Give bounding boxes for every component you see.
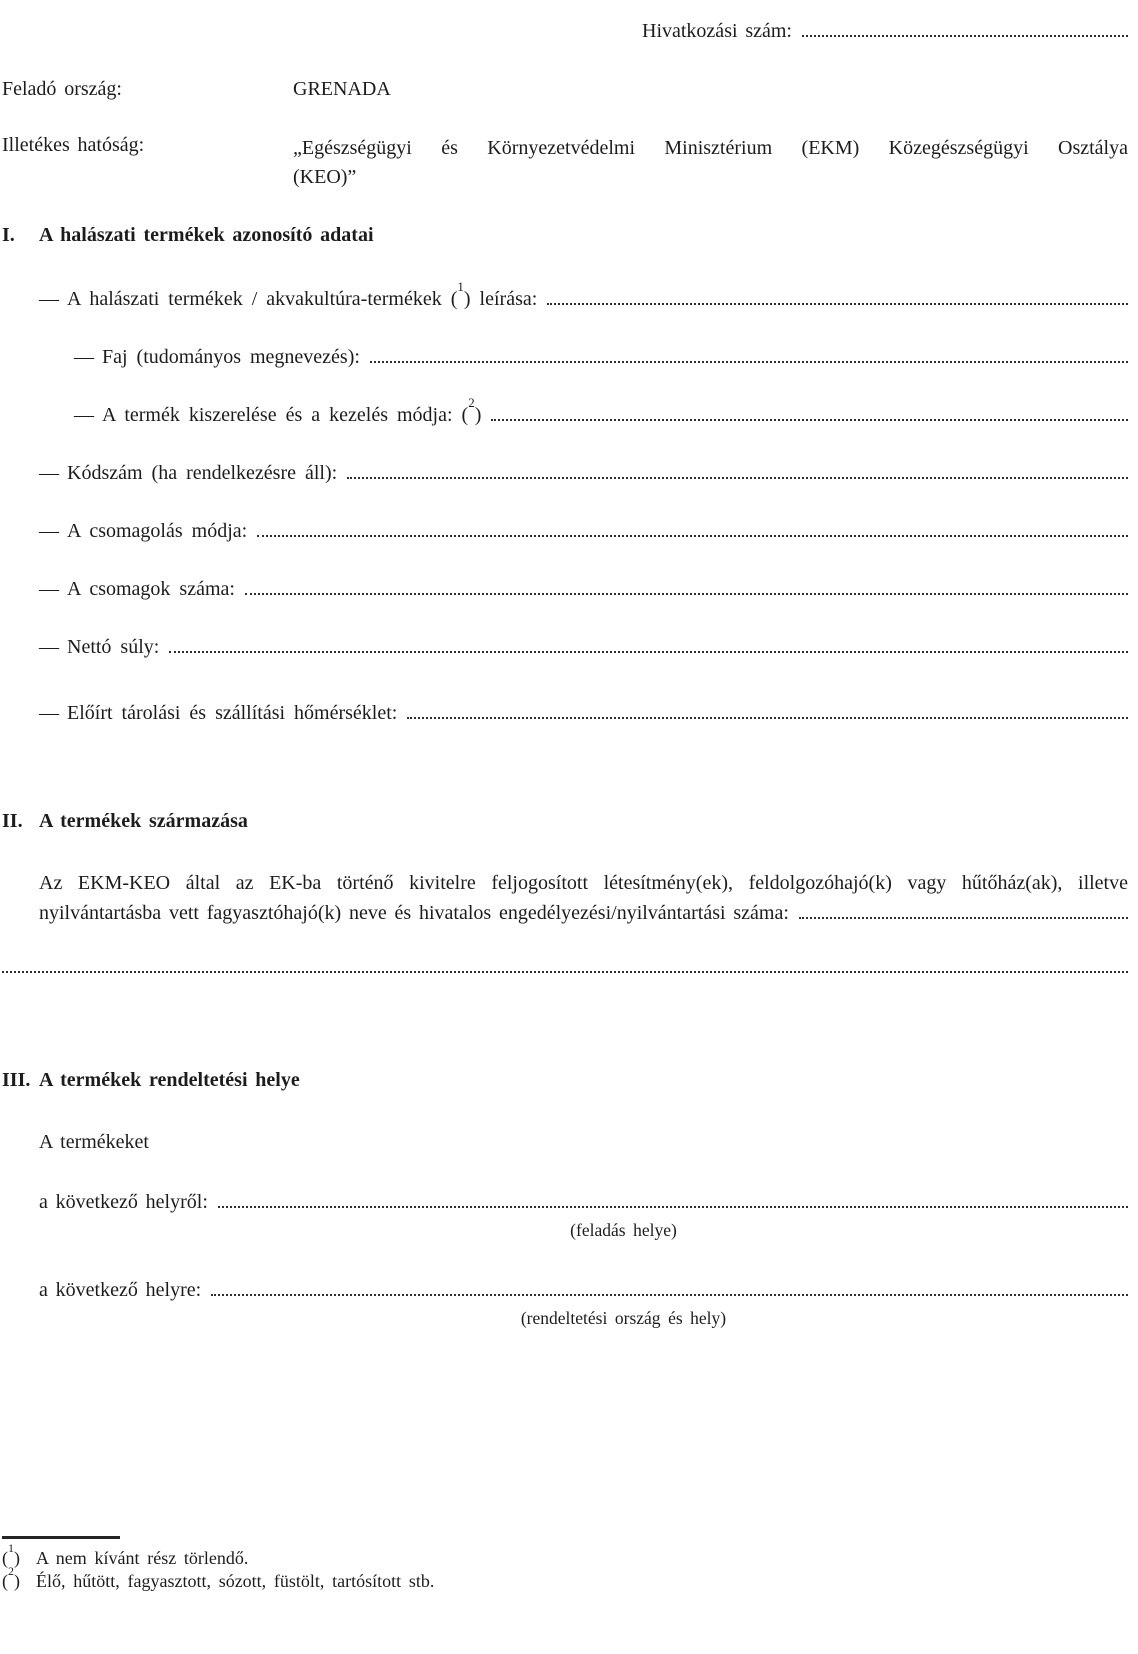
establishment-number-blank-continuation	[2, 970, 1128, 973]
field-storage-temperature-blank	[407, 715, 1128, 719]
field-product-description-blank	[547, 301, 1128, 305]
competent-authority-value	[293, 134, 1128, 192]
section-3-heading	[2, 1069, 1128, 1091]
field-destination-place-caption: (rendeltetési ország és hely)	[520, 1308, 727, 1328]
footnote-2-text: Élő, hűtött, fagyasztott, sózott, füstölt, tartósított stb.	[36, 1571, 435, 1591]
field-code-number-blank	[347, 475, 1128, 479]
section-2-paragraph-line2-text: nyilvántartásba vett fagyasztóhajó(k) neve és hivatalos engedélyezési/nyilvántartási száma:	[39, 902, 789, 924]
dash-icon: —	[39, 520, 59, 542]
sender-country-value: GRENADA	[293, 78, 391, 100]
reference-number-label: Hivatkozási szám:	[642, 20, 792, 42]
reference-number-blank	[802, 33, 1128, 37]
field-product-description-label: A halászati termékek / akvakultúra-termékek ($^1$) leírása:	[67, 279, 538, 310]
field-destination-place	[39, 1279, 1128, 1301]
field-net-weight-label: Nettó súly:	[67, 636, 160, 658]
field-net-weight	[2, 636, 1128, 658]
footnote-ref-2: 2	[468, 395, 475, 411]
field-presentation-treatment-label: A termék kiszerelése és a kezelés módja: ($^2$)	[102, 395, 482, 426]
field-dispatch-place	[39, 1191, 1128, 1213]
section-2-paragraph	[39, 868, 1128, 928]
establishment-number-blank	[799, 915, 1128, 919]
footnote-1	[2, 1541, 1128, 1570]
field-net-weight-blank	[169, 649, 1128, 653]
field-storage-temperature	[2, 702, 1128, 724]
field-code-number	[2, 462, 1128, 484]
section-2-paragraph-line1: Az EKM-KEO által az EK-ba történő kivitelre feljogosított létesítmény(ek), feldolgozóhajó(k) vagy hűtőház(ak), illetve	[39, 872, 1128, 894]
field-dispatch-place-blank	[218, 1204, 1128, 1208]
section-1-title: A halászati termékek azonosító adatai	[39, 224, 374, 246]
footnote-ref-1: 1	[457, 279, 464, 295]
section-1-number: I.	[2, 224, 15, 246]
field-packaging-type	[2, 520, 1128, 542]
dash-icon: —	[39, 288, 59, 310]
competent-authority-row	[2, 134, 1128, 192]
footnote-divider	[2, 1536, 120, 1539]
field-product-description	[2, 279, 1128, 310]
sender-country-row	[2, 78, 1128, 100]
section-3-intro: A termékeket	[39, 1131, 149, 1153]
field-species-label: Faj (tudományos megnevezés):	[102, 346, 360, 368]
field-package-count-label: A csomagok száma:	[67, 578, 235, 600]
field-destination-place-label: a következő helyre:	[39, 1279, 202, 1301]
field-packaging-type-blank	[257, 533, 1128, 537]
field-storage-temperature-label: Előírt tárolási és szállítási hőmérséklet:	[67, 702, 398, 724]
field-packaging-type-label: A csomagolás módja:	[67, 520, 248, 542]
field-presentation-treatment-blank	[491, 417, 1128, 421]
competent-authority-label: Illetékes hatóság:	[2, 134, 145, 156]
reference-number-field	[642, 0, 1128, 42]
competent-authority-line2: (KEO)”	[293, 166, 357, 188]
section-2-number: II.	[2, 810, 23, 832]
dash-icon: —	[74, 346, 94, 368]
field-presentation-treatment	[2, 395, 1128, 426]
section-2-title: A termékek származása	[39, 810, 248, 832]
field-package-count-blank	[245, 591, 1128, 595]
footnote-2-marker: ($^2$)	[2, 1564, 20, 1591]
sender-country-label: Feladó ország:	[2, 78, 122, 100]
field-dispatch-place-caption: (feladás helye)	[570, 1220, 677, 1240]
competent-authority-line1: „Egészségügyi és Környezetvédelmi Minisztérium (EKM) Közegészségügyi Osztálya	[293, 137, 1128, 159]
footnote-1-text: A nem kívánt rész törlendő.	[36, 1548, 249, 1568]
section-2-paragraph-line2	[39, 898, 1128, 928]
dash-icon: —	[39, 636, 59, 658]
section-1-heading	[2, 224, 1128, 246]
footnote-1-marker: ($^1$)	[2, 1541, 20, 1568]
field-package-count	[2, 578, 1128, 600]
section-3-number: III.	[2, 1069, 31, 1091]
dash-icon: —	[74, 404, 94, 426]
field-species	[2, 346, 1128, 368]
footnote-2	[2, 1564, 1128, 1593]
section-2-heading	[2, 810, 1128, 832]
section-3-title: A termékek rendeltetési helye	[39, 1069, 300, 1091]
footnotes	[2, 1536, 1128, 1593]
field-destination-place-blank	[211, 1292, 1128, 1296]
field-code-number-label: Kódszám (ha rendelkezésre áll):	[67, 462, 338, 484]
field-species-blank	[370, 359, 1128, 363]
dash-icon: —	[39, 578, 59, 600]
dash-icon: —	[39, 462, 59, 484]
field-dispatch-place-label: a következő helyről:	[39, 1191, 208, 1213]
dash-icon: —	[39, 702, 59, 724]
